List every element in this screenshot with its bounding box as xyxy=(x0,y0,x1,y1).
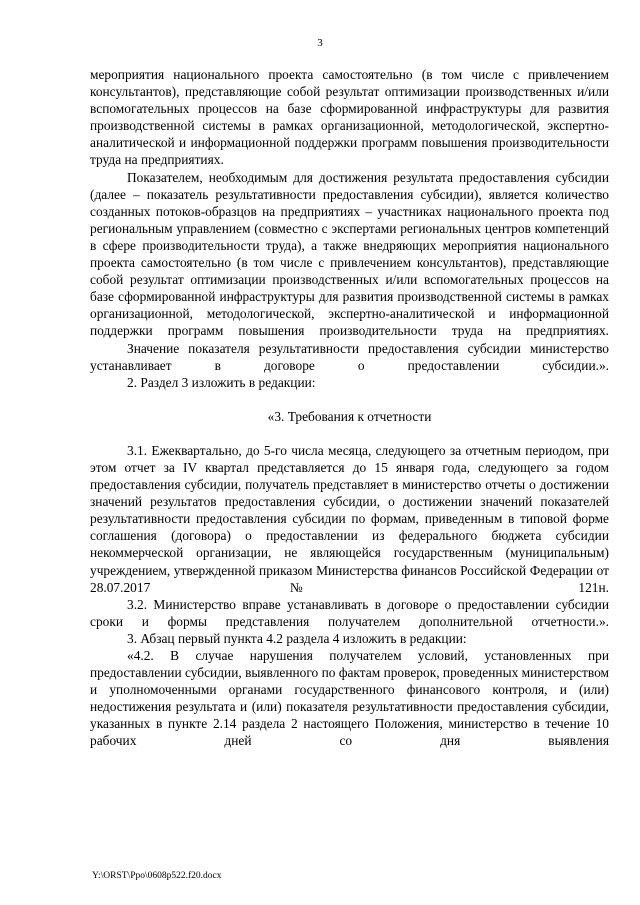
paragraph-continuation: мероприятия национального проекта самостоятельно (в том числе с привлечением консультантов), представляющие собой результат оптимизации производственных и/или вспомогательных процессов на базе сформированной инфраструктуры для развития производственной системы в рамках организационной, методологической, экспертно-аналитической и информационной поддержки программ повышения производительности труда на предприятиях. xyxy=(90,67,609,168)
paragraph-3-1: 3.1. Ежеквартально, до 5-го числа месяца, следующего за отчетным периодом, при этом отчет за IV квартал представляется до 15 января года, следующего за годом предоставления субсидии, получатель представляет в министерство отчеты о достижении значений результатов предоставления субсидии, о достижении значений показателей результативности предоставления субсидии по формам, приведенным в типовой форме соглашения (договора) о предоставлении из федерального бюджета субсидии некоммерческой организации, не являющейся государственным (муниципальным) учреждением, утвержденной приказом Министерства финансов Российской Федерации от 28.07.2017 № 121н. xyxy=(90,442,609,595)
paragraph-amendment-3: 3. Абзац первый пункта 4.2 раздела 4 изложить в редакции: xyxy=(127,630,467,646)
paragraph-3-2: 3.2. Министерство вправе устанавливать в договоре о предоставлении субсидии сроки и формы представления получателем дополнительной отчетности.». xyxy=(90,596,609,629)
paragraph-amendment-2: 2. Раздел 3 изложить в редакции: xyxy=(127,374,316,390)
paragraph-indicator-definition: Показателем, необходимым для достижения результата предоставления субсидии (далее – показатель результативности предоставления субсидии), является количество созданных потоков-образцов на предприятиях – участниках национального проекта под региональным управлением (совместно с экспертами региональных центров компетенций в сфере производительности труда), а также внедряющих мероприятия национального проекта самостоятельно (в том числе с привлечением консультантов), представляющие собой результат оптимизации производственных и/или вспомогательных процессов на базе сформированной инфраструктуры для развития производственной системы в рамках организационной, методологической, экспертно-аналитической и информационной поддержки программ повышения производительности труда на предприятиях. xyxy=(90,169,609,339)
section-heading: «3. Требования к отчетности xyxy=(267,408,432,424)
paragraph-indicator-value: Значение показателя результативности предоставления субсидии министерство устанавливает в договоре о предоставлении субсидии.». xyxy=(90,340,609,373)
document-body xyxy=(90,66,609,750)
paragraph-4-2: «4.2. В случае нарушения получателем условий, установленных при предоставлении субсидии, выявленного по фактам проверок, проведенных министерством и уполномоченными органами государственного финансового контроля, и (или) недостижения результата и (или) показателя результативности предоставления субсидии, указанных в пункте 2.14 раздела 2 настоящего Положения, министерство в течение 10 рабочих дней со дня выявления xyxy=(90,648,609,749)
footer-file-path: Y:\ORST\Ppo\0608p522.f20.docx xyxy=(92,871,222,881)
page-number: 3 xyxy=(317,37,323,49)
